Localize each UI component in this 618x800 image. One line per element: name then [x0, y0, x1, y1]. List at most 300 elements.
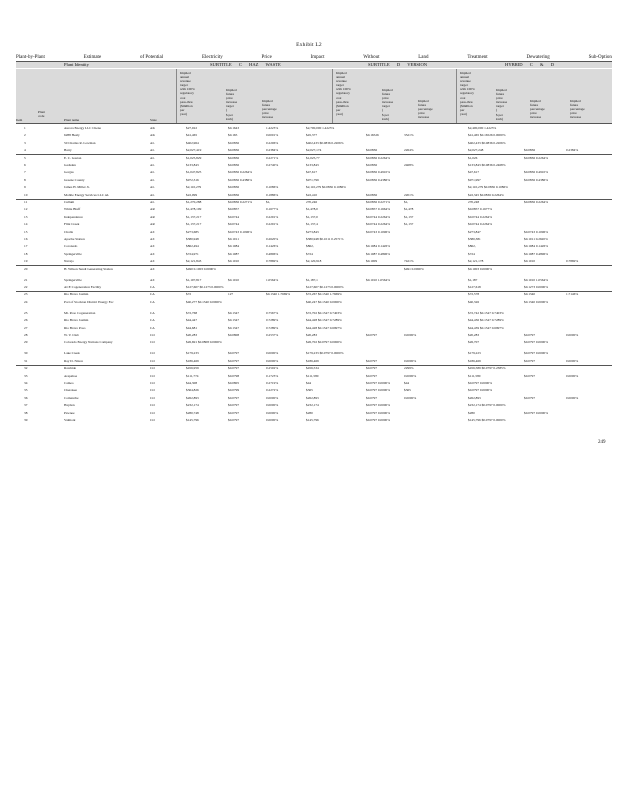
- cell-name: Pawnee: [64, 410, 75, 415]
- cell-d2: $0.1087 0.4896%: [366, 251, 391, 256]
- group-header-line: year): [460, 111, 467, 116]
- cell-c1: $72: [186, 292, 192, 297]
- cell-item: 5: [24, 155, 26, 160]
- cell-item: 12: [24, 207, 28, 212]
- group-header: [336, 71, 366, 116]
- cell-c1: $145,796: [186, 418, 199, 422]
- table-row: [16, 318, 616, 324]
- cell-h1: $0.0857 0.1677%: [468, 207, 493, 212]
- cell-h1: $179,223: [468, 351, 481, 356]
- cell-h2: $0.0797: [524, 333, 536, 337]
- group-header: [180, 71, 210, 116]
- cell-h1: $1,187: [468, 277, 478, 282]
- cell-h1: $1,026: [468, 155, 478, 160]
- cell-state: CA: [150, 325, 155, 330]
- cell-item: 4: [24, 148, 26, 153]
- group-header-line: Implied: [496, 88, 507, 92]
- cell-c2: $0.0797: [228, 410, 240, 415]
- cell-d2: $0.0797 0.0000%: [366, 381, 391, 385]
- cell-d2: $0.0836 0.4386%: [366, 177, 391, 182]
- cell-name: Colorado Energy Nations Company: [64, 340, 113, 345]
- group-header-line: (: [382, 108, 384, 113]
- group-header-line: ($million: [180, 103, 193, 108]
- cell-state: CO: [150, 395, 155, 400]
- cell-state: AR: [150, 214, 155, 219]
- group-header-line: Implied: [180, 71, 191, 75]
- cell-item: 37: [24, 403, 28, 408]
- title-word: Treatment: [467, 55, 488, 60]
- table-row: [16, 351, 616, 357]
- cell-c3: 0.0001%: [266, 133, 279, 138]
- cell-d1: $1,478,0: [306, 207, 318, 212]
- cell-c1: $27,022: [186, 126, 198, 130]
- cell-item: 13: [24, 214, 28, 219]
- table-row: [16, 311, 616, 317]
- cell-d2: $0.0797: [366, 395, 378, 400]
- cell-c1: $273,685: [186, 229, 199, 234]
- cell-item: 38: [24, 410, 28, 415]
- cell-c3: 0.0000%: [266, 351, 279, 356]
- cell-state: AL: [150, 177, 155, 182]
- group-header-line: price: [570, 111, 577, 116]
- cell-c3: 0.7289%: [266, 325, 279, 330]
- cell-c3: 0.1426%: [266, 244, 279, 249]
- cell-d2: $0.16526: [366, 133, 379, 138]
- cell-d1: $127,607 $0.1273 0.0000%: [306, 285, 344, 289]
- table-row: [16, 411, 616, 417]
- cell-name: 50 Charles R. Lowman: [64, 140, 96, 145]
- cell-h1: $0.0744 0.2264%: [468, 214, 493, 219]
- table-row: [16, 244, 616, 250]
- cell-d2: $0.0743 0.1096%: [366, 229, 391, 234]
- group-header-line: Implied: [226, 88, 237, 92]
- cell-item: 3: [24, 140, 26, 145]
- cell-state: CA: [150, 299, 155, 304]
- cell-item: 36: [24, 395, 28, 400]
- cell-d2: $0.0797 0.0000%: [366, 403, 391, 408]
- cell-state: CO: [150, 388, 155, 393]
- cell-item: 26: [24, 318, 28, 323]
- cell-c3: 0.2291%: [266, 222, 279, 227]
- cell-name: Springerville: [64, 277, 82, 282]
- cell-name: Apache Station: [64, 237, 85, 241]
- cell-d3: 2299%: [404, 366, 414, 371]
- cell-c2: $0.1347: [228, 318, 240, 323]
- cell-h1: $44,436 $0.1347 0.7289%: [468, 318, 504, 323]
- cell-d2: $0.0797: [366, 373, 378, 378]
- cell-state: CO: [150, 333, 155, 337]
- cell-h1: $232,174 $0.0797 0.0000%: [468, 403, 506, 408]
- cell-state: CA: [150, 318, 155, 323]
- title-word: Without: [363, 55, 380, 60]
- cell-state: CO: [150, 358, 155, 363]
- cell-item: 18: [24, 251, 28, 256]
- cell-state: AR: [150, 207, 155, 212]
- cell-state: AL: [150, 170, 155, 175]
- group-header-line: pass-thru: [336, 99, 349, 104]
- cell-d2: $0.0836: [366, 148, 378, 153]
- cell-c2: $0.0836: [228, 155, 240, 160]
- cell-d3: 0.0000%: [404, 373, 417, 378]
- group-header-line: price: [382, 96, 389, 101]
- table-row: [16, 141, 616, 147]
- cell-c1: $2,121,843: [186, 259, 202, 264]
- title-word: Price: [261, 55, 272, 60]
- cell-c3: 0.0000%: [266, 358, 279, 363]
- cell-h1: $41,465 $0.16526 0.0000%: [468, 133, 506, 138]
- cell-c2: $0.165: [228, 133, 238, 138]
- cell-d2: $0.0797: [366, 366, 378, 371]
- page-number: 249: [598, 440, 606, 445]
- cell-d3: 0.0000%: [404, 395, 417, 400]
- cell-d1: 270,246: [306, 200, 318, 204]
- cell-item: 20: [24, 266, 28, 271]
- cell-name: Flint Creek: [64, 222, 80, 227]
- cell-d3: 0.0000%: [404, 333, 417, 337]
- cell-c1: $133,843: [186, 163, 199, 167]
- cell-c2: $0.0743 0.1096%: [228, 229, 253, 234]
- cell-h3: 0.2384%: [566, 148, 579, 153]
- cell-h1: $262,893: [468, 395, 481, 400]
- cell-c2: $0.0797: [228, 366, 240, 371]
- cell-c3: 1.4223%: [266, 126, 279, 130]
- cell-state: CO: [150, 410, 155, 415]
- cell-c2: $0.0744: [228, 214, 240, 219]
- cell-h2: $0.0836 0.2264%: [524, 200, 549, 204]
- cell-state: AZ: [150, 229, 155, 234]
- cell-name: Ray D. Nixon: [64, 358, 83, 363]
- cell-d1: $232,174: [306, 403, 319, 408]
- cell-h1: $20,283: [468, 333, 480, 337]
- cell-h2: $0.0836: [524, 148, 536, 153]
- group-header: [530, 99, 560, 119]
- cell-d2: $0.0836 0.2271%: [366, 200, 391, 204]
- cell-state: AL: [150, 163, 155, 167]
- exhibit-label: Exhibit L2: [296, 42, 322, 48]
- cell-d3: $44: [404, 381, 410, 385]
- cell-h1: $2,110,279 $0.0836 0.1086%: [468, 185, 508, 190]
- cell-c3: 0.7869%: [266, 259, 279, 264]
- cell-state: CO: [150, 373, 155, 378]
- group-header-line: $ per: [226, 112, 233, 117]
- cell-c1: $1,137,217: [186, 214, 202, 219]
- cell-d1: $44,428 $0.1347 0.7289%: [306, 318, 342, 323]
- cell-c3: 0.1677%: [266, 207, 279, 212]
- cell-c1: $2,027,419: [186, 148, 202, 153]
- cell-item: 6: [24, 163, 26, 167]
- group-header-line: Implied: [570, 99, 581, 103]
- cell-h3: 1.7146%: [566, 292, 579, 297]
- cell-d1: $72,267 $0.1340 1.7669%: [306, 292, 342, 297]
- group-header-line: future: [496, 92, 505, 97]
- cell-h1: 270,248: [468, 200, 480, 204]
- subtitle-c-heading: SUBTITLE C HAZ WASTE: [210, 62, 281, 67]
- cell-state: AZ: [150, 251, 155, 256]
- cell-state: AL: [150, 185, 155, 190]
- group-header: [382, 88, 412, 121]
- cell-c3: 0.1723%: [266, 373, 279, 378]
- cell-name: Mobile Energy Services LLC AL: [64, 192, 110, 197]
- cell-name: Cholla: [64, 229, 74, 234]
- cell-state: AK: [150, 133, 155, 138]
- cell-c3: 0.2620%: [266, 237, 279, 241]
- cell-name: Cameo: [64, 381, 74, 385]
- group-header-line: percentage: [570, 107, 585, 112]
- cell-c2: $0.1347: [228, 325, 240, 330]
- table-row: [16, 388, 616, 394]
- col-plant-name: Plant name: [64, 118, 80, 122]
- cell-c3: 0.2740%: [266, 163, 279, 167]
- table-row: [16, 215, 616, 221]
- cell-state: CO: [150, 403, 155, 408]
- cell-h2: $0.1340: [524, 292, 536, 297]
- cell-item: 34: [24, 381, 28, 385]
- cell-c3: $0.1340 1.7669%: [266, 292, 291, 297]
- cell-state: AZ: [150, 237, 155, 241]
- cell-c1: $44,681: [186, 325, 198, 330]
- table-row: [16, 278, 616, 284]
- cell-h2: $0.0797 0.0000%: [524, 340, 549, 345]
- group-header-line: Implied: [262, 99, 273, 103]
- cell-d3: 3521%: [404, 133, 414, 138]
- cell-state: CA: [150, 292, 155, 297]
- cell-h2: $0.1010: [524, 259, 536, 264]
- cell-name: James H. Miller Jr.: [64, 185, 90, 190]
- cell-c2: $0.1010: [228, 277, 240, 282]
- cell-c2: $0.0805: [228, 381, 240, 385]
- cell-state: AZ: [150, 266, 155, 271]
- cell-name: Mt. Poso Cogeneration: [64, 310, 96, 315]
- cell-name: Aurora Energy LLC Chena: [64, 126, 101, 130]
- cell-h1: $127,618: [468, 285, 481, 289]
- cell-d1: $1,025,77: [306, 155, 320, 160]
- cell-item: 31: [24, 358, 28, 363]
- group-header-line: Implied: [336, 71, 347, 75]
- cell-c1: $20,283: [186, 333, 198, 337]
- cell-c2: $0.1347: [228, 310, 240, 315]
- cell-name: Navajo: [64, 259, 74, 264]
- cell-h2: $0.0836 0.2264%: [524, 155, 549, 160]
- group-header-line: with 100%: [460, 87, 475, 92]
- group-header-line: target: [336, 83, 344, 88]
- cell-h1: $22,345 $0.0836 0.2264%: [468, 192, 504, 197]
- cell-c3: 0.0000%: [266, 403, 279, 408]
- table-row: [16, 326, 616, 332]
- cell-c1: $972,316: [186, 177, 199, 182]
- cell-c1: $179,233: [186, 351, 199, 356]
- cell-item: 32: [24, 366, 28, 371]
- cell-name: Lake Creek: [64, 351, 80, 356]
- cell-state: AZ: [150, 259, 155, 264]
- group-header-line: cost: [180, 95, 186, 100]
- group-header-line: future: [530, 103, 539, 108]
- cell-h3: 0.0000%: [566, 395, 579, 400]
- group-header-line: pass-thru: [460, 99, 473, 104]
- group-header-line: year): [336, 111, 343, 116]
- cell-h2: $0.0797 0.0000%: [524, 410, 549, 415]
- cell-name: Cherokee: [64, 388, 77, 393]
- cell-d2: $0.0744 0.2264%: [366, 214, 391, 219]
- title-word: of Potential: [139, 55, 164, 60]
- cell-c3: $1,: [266, 200, 271, 204]
- cell-h1: $186,469: [468, 358, 481, 363]
- group-header: [570, 99, 600, 119]
- group-header-line: $ per: [382, 112, 389, 117]
- group-header-line: cost: [336, 95, 342, 100]
- cell-c1: $41,465: [186, 133, 198, 138]
- cell-c2: 127: [228, 292, 234, 297]
- cell-d2: $0.0744 0.2264%: [366, 222, 391, 227]
- cell-d2: $0.1009: [366, 259, 378, 264]
- table-row: [16, 366, 616, 372]
- group-header-line: increase: [262, 115, 274, 120]
- cell-h2: $0.1087 0.4896%: [524, 251, 549, 256]
- cell-c2: $0.1010: [228, 259, 240, 264]
- title-word: Dewatering: [526, 55, 550, 60]
- cell-name: Rio Bravo Poso: [64, 325, 86, 330]
- cell-h1: $2,027,248: [468, 148, 484, 153]
- cell-c2: $0.1087: [228, 251, 240, 256]
- group-header-line: per: [336, 107, 341, 112]
- cell-item: 27: [24, 325, 28, 330]
- cell-d3: $1,137: [404, 214, 414, 219]
- cell-d1: $262,893: [306, 395, 319, 400]
- title-word: Estimate: [83, 55, 102, 60]
- cell-c1: $1,270,288: [186, 200, 202, 204]
- group-header-line: increase: [496, 100, 508, 105]
- cell-c1: $280,748: [186, 410, 199, 415]
- cell-h1: $456,589 $0.0797 0.2385%: [468, 366, 506, 371]
- group-header-line: target: [460, 83, 468, 88]
- group-header-line: kwh): [382, 116, 389, 121]
- cell-c1: $862,494: [186, 244, 199, 249]
- cell-d1: $179,233 $0.0797 0.0000%: [306, 351, 344, 356]
- group-header-line: pass-thru: [180, 99, 193, 104]
- cell-state: AZ: [150, 277, 155, 282]
- cell-c2: $0.0797: [228, 418, 240, 422]
- cell-item: 15: [24, 229, 28, 234]
- cell-name: Cullum: [64, 200, 75, 204]
- group-header: [496, 88, 526, 121]
- group-header-line: revenue: [460, 79, 471, 84]
- cell-d1: $72,702 $0.1347 0.7403%: [306, 310, 342, 315]
- group-header-line: revenue: [180, 79, 191, 84]
- cell-d1: $133,843: [306, 163, 319, 167]
- cell-c2: $0.0836: [228, 140, 240, 145]
- cell-c3: 0.7567%: [266, 310, 279, 315]
- cell-c1: $40,277 $0.1340 0.0000%: [186, 299, 222, 304]
- cell-d2: $0.0836: [366, 192, 378, 197]
- group-header-line: future: [226, 92, 235, 97]
- cell-state: AL: [150, 155, 155, 160]
- group-header-line: increase: [226, 100, 238, 105]
- cell-c2: $0.0836: [228, 148, 240, 153]
- table-row: [16, 133, 616, 139]
- cell-h1: $44,439 $0.1347 0.6997%: [468, 325, 504, 330]
- cell-h3: 0.0000%: [566, 358, 579, 363]
- cell-c2: $0.0836 0.2264%: [228, 170, 253, 175]
- cell-h1: $111,580: [468, 373, 481, 378]
- table-row: [16, 381, 616, 387]
- group-header-line: annual: [180, 75, 190, 80]
- cell-d2: $0.0836 0.2264%: [366, 155, 391, 160]
- group-header-line: percentage: [530, 107, 545, 112]
- hybrid-heading: HYBRID C & D: [505, 62, 555, 67]
- cell-d1: $724: [306, 251, 313, 256]
- cell-item: 17: [24, 244, 28, 249]
- cell-item: 11: [24, 200, 28, 204]
- cell-c3: 0.2719%: [266, 381, 279, 385]
- cell-h1: $2,400,000 1.4223%: [468, 126, 497, 130]
- group-header-line: per: [460, 107, 465, 112]
- cell-c3: 0.2271%: [266, 155, 279, 160]
- group-header-line: increase: [418, 115, 430, 120]
- cell-d3: $491 0.0000%: [404, 266, 424, 271]
- cell-name: Independence: [64, 214, 83, 219]
- group-header: [262, 99, 292, 119]
- table-row: [16, 374, 616, 380]
- title-word: Land: [418, 55, 429, 60]
- cell-c1: $1,478,109: [186, 207, 202, 212]
- cell-name: W. V. Club: [64, 333, 79, 337]
- cell-c1: $724,971: [186, 251, 199, 256]
- group-header-line: revenue: [336, 79, 347, 84]
- cell-c1: $26,691 $0.0808 0.0000%: [186, 340, 222, 345]
- cell-c1: $456,959: [186, 366, 199, 371]
- group-header: [226, 88, 256, 121]
- cell-c1: $364,826: [186, 388, 199, 393]
- cell-name: Comanche: [64, 395, 79, 400]
- title-word: Impact: [310, 55, 325, 60]
- cell-item: 1: [24, 126, 26, 130]
- cell-c3: 0.2384%: [266, 148, 279, 153]
- group-header-line: target: [496, 104, 504, 109]
- subtitle-d-heading: SUBTITLE D VERSION: [368, 62, 428, 67]
- cell-name: Springerville: [64, 251, 82, 256]
- table-title: [16, 55, 612, 60]
- cell-h2: $0.0797: [524, 358, 536, 363]
- cell-d1: $26,702 $0.0797 0.0000%: [306, 340, 342, 345]
- cell-h2: $0.0836 0.4386%: [524, 177, 549, 182]
- cell-h2: $0.0836 0.4910%: [524, 170, 549, 175]
- cell-c1: $2,110,279: [186, 185, 202, 190]
- group-header-line: future: [262, 103, 271, 108]
- table-row: [16, 178, 616, 184]
- cell-d3: 7421%: [404, 259, 414, 264]
- cell-c2: $0.0836: [228, 192, 240, 197]
- table-row: [16, 222, 616, 228]
- cell-state: AL: [150, 192, 155, 197]
- cell-d1: $20,283: [306, 333, 318, 337]
- cell-d2: $0.0836: [366, 163, 378, 167]
- table-row: [16, 333, 616, 339]
- cell-state: CO: [150, 340, 155, 345]
- cell-item: 24: [24, 299, 28, 304]
- col-state: State: [150, 118, 157, 122]
- group-header-line: kwh): [496, 116, 503, 121]
- cell-h1: $724: [468, 251, 475, 256]
- cell-item: 19: [24, 259, 28, 264]
- cell-c2: $0.0797: [228, 395, 240, 400]
- cell-name: Rawhide: [64, 366, 77, 371]
- title-word: Plant-by-Plant: [16, 55, 45, 60]
- group-header-line: annual: [336, 75, 346, 80]
- group-header: [460, 71, 490, 116]
- cell-c2: $0.0836: [228, 185, 240, 190]
- cell-c3: 0.2537%: [266, 333, 279, 337]
- cell-d2: $0.1084 0.1426%: [366, 244, 391, 249]
- group-header-line: ($million: [336, 103, 349, 108]
